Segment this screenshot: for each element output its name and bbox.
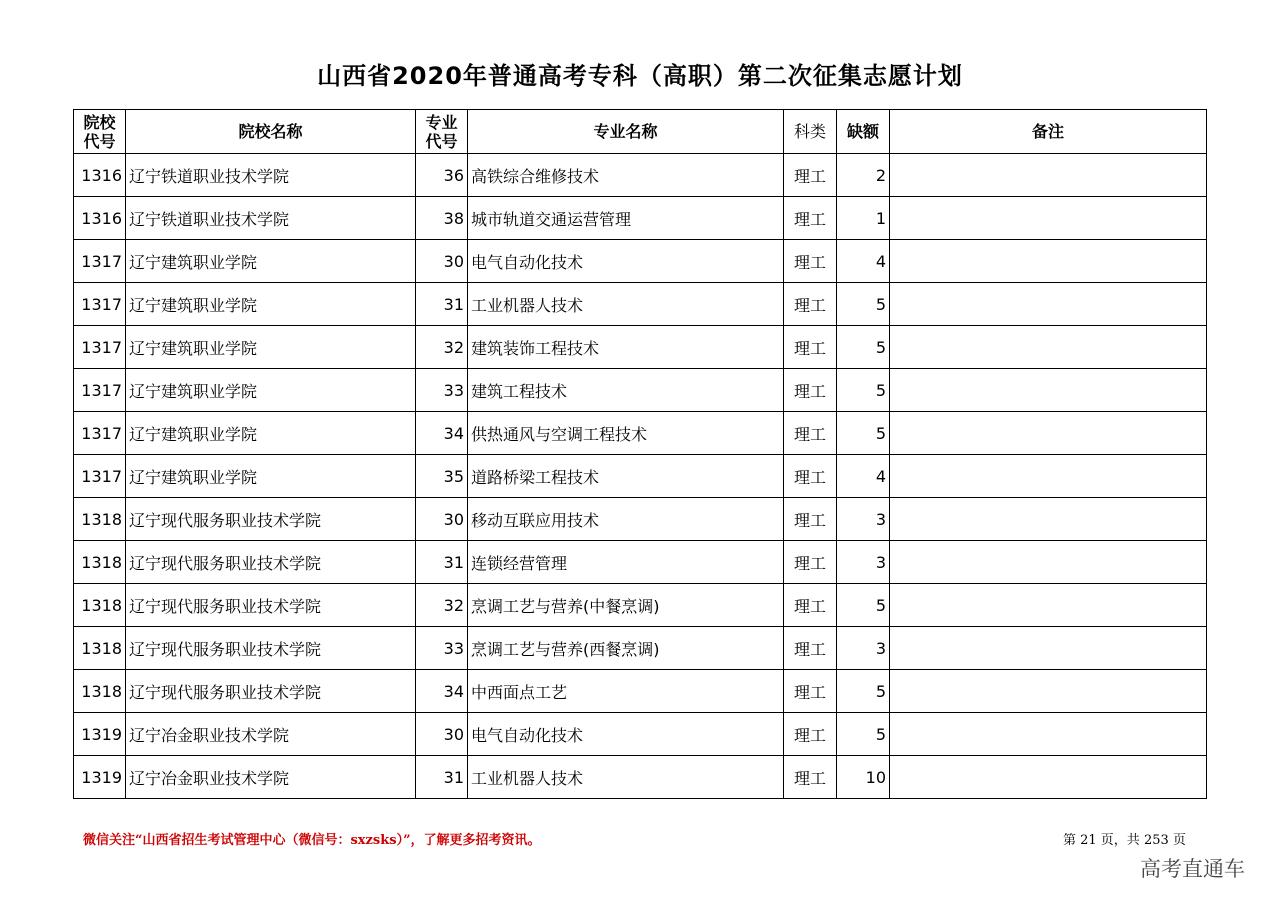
cell-school-code: 1316 (74, 197, 126, 240)
cell-quota: 10 (837, 756, 890, 799)
cell-major-name: 烹调工艺与营养(中餐烹调) (468, 584, 784, 627)
table-row (74, 154, 1207, 197)
cell-school-code: 1318 (74, 670, 126, 713)
cell-school-code: 1317 (74, 283, 126, 326)
cell-school-code: 1318 (74, 498, 126, 541)
cell-quota: 5 (837, 670, 890, 713)
cell-category: 理工 (784, 197, 837, 240)
cell-school-name: 辽宁建筑职业学院 (126, 455, 416, 498)
page-title: 山西省2020年普通高考专科（高职）第二次征集志愿计划 (317, 62, 963, 90)
cell-note (890, 154, 1207, 197)
cell-major-name: 工业机器人技术 (468, 283, 784, 326)
table-row (74, 498, 1207, 541)
table-row (74, 326, 1207, 369)
cell-major-name: 烹调工艺与营养(西餐烹调) (468, 627, 784, 670)
cell-major-code: 34 (416, 670, 468, 713)
cell-major-code: 35 (416, 455, 468, 498)
cell-quota: 5 (837, 326, 890, 369)
cell-category: 理工 (784, 541, 837, 584)
cell-school-code: 1317 (74, 455, 126, 498)
cell-major-name: 高铁综合维修技术 (468, 154, 784, 197)
cell-note (890, 455, 1207, 498)
cell-category: 理工 (784, 756, 837, 799)
cell-school-code: 1319 (74, 756, 126, 799)
cell-major-name: 连锁经营管理 (468, 541, 784, 584)
cell-school-name: 辽宁冶金职业技术学院 (126, 756, 416, 799)
cell-major-code: 31 (416, 541, 468, 584)
cell-major-code: 36 (416, 154, 468, 197)
cell-note (890, 283, 1207, 326)
cell-school-name: 辽宁建筑职业学院 (126, 283, 416, 326)
cell-school-code: 1317 (74, 412, 126, 455)
cell-major-code: 33 (416, 627, 468, 670)
cell-school-code: 1316 (74, 154, 126, 197)
cell-major-name: 建筑装饰工程技术 (468, 326, 784, 369)
cell-category: 理工 (784, 627, 837, 670)
cell-school-code: 1317 (74, 240, 126, 283)
cell-school-name: 辽宁铁道职业技术学院 (126, 154, 416, 197)
cell-school-code: 1319 (74, 713, 126, 756)
header-major-name: 专业名称 (468, 110, 784, 154)
cell-major-code: 38 (416, 197, 468, 240)
cell-note (890, 369, 1207, 412)
cell-quota: 3 (837, 627, 890, 670)
cell-school-name: 辽宁冶金职业技术学院 (126, 713, 416, 756)
cell-major-name: 中西面点工艺 (468, 670, 784, 713)
cell-note (890, 713, 1207, 756)
table-row (74, 756, 1207, 799)
cell-school-name: 辽宁建筑职业学院 (126, 369, 416, 412)
table-row (74, 369, 1207, 412)
table-row (74, 713, 1207, 756)
cell-major-name: 城市轨道交通运营管理 (468, 197, 784, 240)
cell-note (890, 240, 1207, 283)
cell-major-code: 34 (416, 412, 468, 455)
cell-quota: 1 (837, 197, 890, 240)
cell-quota: 3 (837, 541, 890, 584)
header-major-code: 专业 代号 (416, 110, 468, 154)
cell-category: 理工 (784, 498, 837, 541)
header-quota: 缺额 (837, 110, 890, 154)
header-school-name: 院校名称 (126, 110, 416, 154)
cell-note (890, 670, 1207, 713)
cell-major-code: 31 (416, 283, 468, 326)
cell-school-name: 辽宁建筑职业学院 (126, 240, 416, 283)
cell-school-name: 辽宁现代服务职业技术学院 (126, 498, 416, 541)
cell-note (890, 498, 1207, 541)
cell-category: 理工 (784, 369, 837, 412)
cell-category: 理工 (784, 154, 837, 197)
table-row (74, 283, 1207, 326)
cell-quota: 4 (837, 455, 890, 498)
cell-major-code: 32 (416, 584, 468, 627)
table-row (74, 541, 1207, 584)
cell-note (890, 627, 1207, 670)
header-category: 科类 (784, 110, 837, 154)
cell-category: 理工 (784, 412, 837, 455)
cell-quota: 5 (837, 283, 890, 326)
cell-category: 理工 (784, 670, 837, 713)
cell-note (890, 541, 1207, 584)
table-body (74, 154, 1207, 799)
cell-quota: 2 (837, 154, 890, 197)
cell-category: 理工 (784, 455, 837, 498)
cell-school-name: 辽宁现代服务职业技术学院 (126, 541, 416, 584)
cell-major-name: 移动互联应用技术 (468, 498, 784, 541)
table-row (74, 197, 1207, 240)
cell-school-name: 辽宁铁道职业技术学院 (126, 197, 416, 240)
table-header-row (74, 110, 1207, 154)
header-note: 备注 (890, 110, 1207, 154)
cell-note (890, 326, 1207, 369)
table-row (74, 670, 1207, 713)
cell-major-code: 30 (416, 498, 468, 541)
cell-major-code: 33 (416, 369, 468, 412)
cell-major-name: 电气自动化技术 (468, 713, 784, 756)
cell-major-name: 道路桥梁工程技术 (468, 455, 784, 498)
page-number: 第 21 页，共 253 页 (1063, 833, 1186, 848)
cell-school-name: 辽宁现代服务职业技术学院 (126, 584, 416, 627)
cell-quota: 5 (837, 713, 890, 756)
cell-school-name: 辽宁现代服务职业技术学院 (126, 627, 416, 670)
table-row (74, 627, 1207, 670)
watermark-text: 高考直通车 (1140, 857, 1245, 881)
cell-note (890, 197, 1207, 240)
enrollment-plan-table (73, 109, 1207, 799)
wechat-follow-note: 微信关注“山西省招生考试管理中心（微信号：sxzsks）”，了解更多招考资讯。 (83, 833, 541, 848)
cell-quota: 5 (837, 369, 890, 412)
table-row (74, 584, 1207, 627)
cell-quota: 5 (837, 584, 890, 627)
cell-major-name: 工业机器人技术 (468, 756, 784, 799)
cell-major-code: 32 (416, 326, 468, 369)
cell-category: 理工 (784, 326, 837, 369)
cell-school-code: 1318 (74, 584, 126, 627)
cell-quota: 4 (837, 240, 890, 283)
cell-category: 理工 (784, 584, 837, 627)
cell-quota: 5 (837, 412, 890, 455)
cell-category: 理工 (784, 283, 837, 326)
cell-school-code: 1318 (74, 627, 126, 670)
cell-category: 理工 (784, 713, 837, 756)
table-row (74, 455, 1207, 498)
cell-quota: 3 (837, 498, 890, 541)
cell-category: 理工 (784, 240, 837, 283)
cell-school-code: 1317 (74, 326, 126, 369)
cell-major-name: 供热通风与空调工程技术 (468, 412, 784, 455)
cell-major-code: 31 (416, 756, 468, 799)
cell-note (890, 756, 1207, 799)
cell-school-code: 1318 (74, 541, 126, 584)
cell-major-name: 建筑工程技术 (468, 369, 784, 412)
cell-major-code: 30 (416, 713, 468, 756)
cell-note (890, 412, 1207, 455)
cell-major-name: 电气自动化技术 (468, 240, 784, 283)
cell-note (890, 584, 1207, 627)
cell-school-name: 辽宁建筑职业学院 (126, 412, 416, 455)
header-school-code: 院校 代号 (74, 110, 126, 154)
cell-school-code: 1317 (74, 369, 126, 412)
cell-school-name: 辽宁现代服务职业技术学院 (126, 670, 416, 713)
cell-major-code: 30 (416, 240, 468, 283)
cell-school-name: 辽宁建筑职业学院 (126, 326, 416, 369)
table-row (74, 412, 1207, 455)
table-row (74, 240, 1207, 283)
